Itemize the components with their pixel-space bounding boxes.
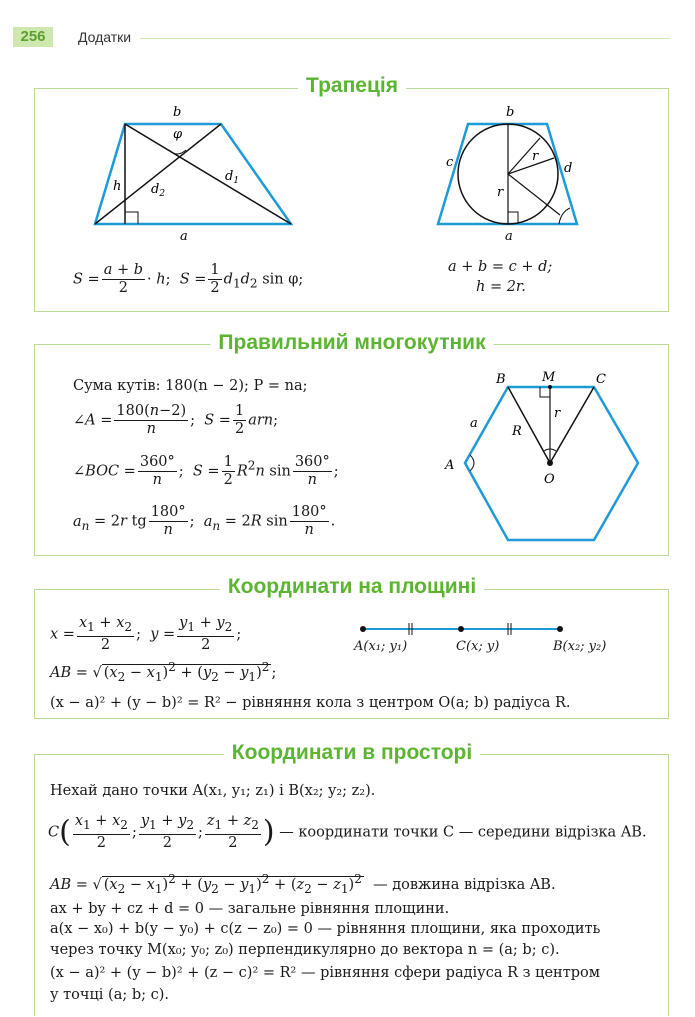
svg-text:O: O: [544, 472, 555, 487]
svg-text:φ: φ: [173, 127, 183, 142]
svg-text:r: r: [554, 406, 561, 421]
midpoint-caption: — координати точки C — середини відрізка AB.: [279, 824, 647, 841]
angle-area-formula: ∠A = $\frac{180(n-2)}{n}$ ; S = $\frac{1}{2}$ arn;: [73, 403, 278, 437]
running-title: Додатки: [78, 29, 132, 45]
svg-text:a: a: [470, 416, 478, 431]
sphere-eq-2: у точці (a; b; c).: [50, 987, 170, 1003]
svg-text:d2: $d_2$: [151, 182, 166, 199]
svg-text:r: r: [532, 149, 539, 164]
sphere-eq-1: (x − a)² + (y − b)² + (z − c)² = R² — рівняння сфери радіуса R з центром: [50, 965, 601, 981]
svg-text:A: A: [445, 458, 455, 473]
space-midpoint: C( $\frac{x_1 + x_2}{2}$ ; $\frac{y_1 + y_2}{2}$ ; $\frac{z_1 + z_2}{2}$ ) — координати точки C — середини відрізка AB.: [48, 813, 647, 851]
svg-text:c: c: [446, 155, 454, 170]
point-a-label: A(x₁; y₁): [354, 639, 408, 654]
trapezoid-diagram: [85, 100, 310, 250]
svg-text:b: b: [173, 105, 182, 120]
trapezoid-area-formula: S = $\frac{a + b}{2}$ · h; S = $\frac{1}{2}$ $d_1d_2$ sin φ;: [73, 262, 304, 296]
svg-text:B: B: [496, 372, 506, 387]
point-b-label: B(x₂; y₂): [553, 639, 607, 654]
svg-text:r: r: [497, 185, 504, 200]
hexagon-diagram: [440, 365, 650, 545]
distance-formula: AB = √ $(x_2 - x_1)^2 + (y_2 - y_1)^2$ ;: [50, 660, 277, 684]
space-length: AB = √ $(x_2 - x_1)^2 + (y_2 - y_1)^2 + (z_2 - z_1)^2$ — довжина відрізка AB.: [50, 872, 556, 896]
height-radius-relation: h = 2r.: [476, 279, 526, 295]
svg-text:d: d: [564, 161, 573, 176]
side-formula: $a_n = 2r$ tg $\frac{180^\circ}{n}$ ; $a_n = 2R$ sin $\frac{180^\circ}{n}$ .: [73, 504, 336, 538]
svg-text:a: a: [505, 229, 513, 244]
angles-sum: Сума кутів: 180(n − 2); P = na;: [73, 378, 308, 394]
plane-point-eq-1: a(x − x₀) + b(y − y₀) + c(z − z₀) = 0 — рівняння площини, яка проходить: [50, 921, 601, 937]
polygon-title: Правильний многокутник: [210, 331, 493, 355]
svg-text:d1: $d_1$: [225, 169, 240, 186]
space-title: Координати в просторі: [224, 741, 480, 765]
svg-text:C: C: [596, 372, 606, 387]
header-rule: [140, 38, 670, 39]
svg-text:a: a: [180, 229, 188, 244]
svg-text:M: M: [542, 370, 556, 385]
svg-text:b: b: [506, 105, 515, 120]
point-c-label: C(x; y): [456, 639, 500, 654]
circle-equation: (x − a)² + (y − b)² = R² − рівняння кола з центром O(a; b) радіуса R.: [50, 695, 571, 711]
page-number: 256: [13, 27, 53, 47]
trapezoid-title: Трапеція: [298, 74, 406, 98]
inscribed-condition: a + b = c + d;: [448, 259, 553, 275]
inscribed-trapezoid-diagram: [430, 100, 590, 250]
segment-diagram: [355, 620, 570, 640]
svg-text:h: h: [113, 179, 122, 194]
boc-area-formula: ∠BOC = $\frac{360^\circ}{n}$ ; S = $\frac{1}{2}$ $R^2n$ sin $\frac{360^\circ}{n}$ ;: [73, 454, 339, 488]
length-caption: — довжина відрізка AB.: [373, 876, 556, 893]
midpoint-formula: x = $\frac{x_1 + x_2}{2}$ ; y = $\frac{y_1 + y_2}{2}$ ;: [50, 615, 242, 653]
plane-point-eq-2: через точку M(x₀; y₀; z₀) перпендикулярно до вектора n = (a; b; c).: [50, 942, 560, 958]
space-intro: Нехай дано точки A(x₁, y₁; z₁) і B(x₂; y₂; z₂).: [50, 783, 376, 799]
svg-text:R: R: [512, 424, 522, 439]
plane-title: Координати на площині: [220, 575, 484, 599]
plane-general-eq: ax + by + cz + d = 0 — загальне рівняння площини.: [50, 901, 450, 917]
